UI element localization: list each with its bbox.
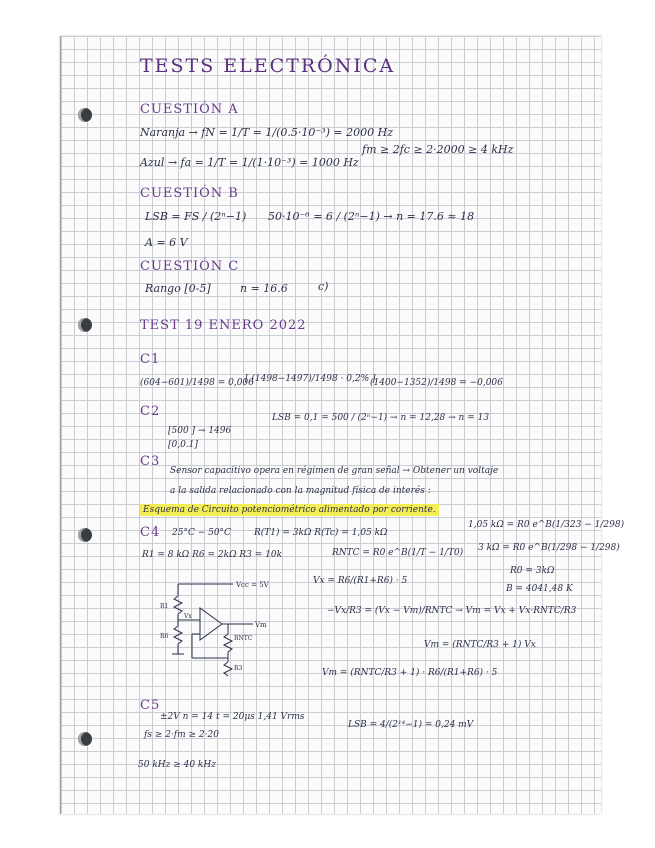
circuit-rntc-label: RNTC [234, 635, 253, 642]
c4-eq1: 1,05 kΩ = R0 e^B(1/323 − 1/298) [468, 520, 625, 530]
cuestion-a-fm: fm ≥ 2fc ≥ 2·2000 ≥ 4 kHz [362, 143, 514, 156]
c4-temps: 25°C − 50°C [172, 528, 231, 538]
circuit-vcc-label: Vcc = 5V [236, 581, 269, 589]
cuestion-a-naranja: Naranja → fN = 1/T = 1/(0.5·10⁻³) = 2000 Hz [140, 126, 393, 139]
c5-fs2: 50 kHz ≥ 40 kHz [138, 760, 216, 770]
c4-vx: Vx = R6/(R1+R6) · 5 [313, 576, 408, 586]
c3-label: C3 [140, 454, 161, 469]
c5-fs: fs ≥ 2·fm ≥ 2·20 [144, 730, 219, 740]
c5-params: ±2V n = 14 t = 20μs 1,41 Vrms [160, 712, 305, 722]
binder-hole [78, 732, 92, 746]
cuestion-c-rango: Rango [0-5] [145, 282, 211, 295]
cuestion-a-azul: Azul → fa = 1/T = 1/(1·10⁻³) = 1000 Hz [140, 156, 359, 169]
c3-line1: Sensor capacitivo opera en régimen de gran señal → Obtener un voltaje [170, 466, 499, 476]
c4-eq2: 3 kΩ = R0 e^B(1/298 − 1/298) [478, 543, 620, 553]
c2-range2: [0,0.1] [168, 440, 198, 450]
cuestion-c-answer: c) [318, 280, 329, 293]
cuestion-c-heading: CUESTIÓN C [140, 259, 240, 274]
c1-c: (1400−1352)/1498 = −0,006 [370, 378, 503, 388]
c4-beta: B = 4041,48 K [506, 584, 573, 594]
potentiometric-circuit-diagram [158, 578, 288, 678]
cuestion-c-n: n = 16.6 [240, 282, 288, 295]
circuit-vx-label: Vx [184, 613, 192, 620]
cuestion-a-heading: CUESTIÓN A [140, 102, 239, 117]
c3-highlight: Esquema de Circuito potenciométrico alimentado por corriente. [140, 504, 439, 516]
circuit-r1-label: R1 [160, 603, 169, 610]
cuestion-b-a: A = 6 V [145, 236, 188, 249]
c3-line2: a la salida relacionado con la magnitud física de interés : [170, 486, 431, 496]
circuit-r3-label: R3 [234, 665, 243, 672]
page-title: TESTS ELECTRÓNICA [140, 55, 396, 77]
circuit-vm-label: Vm [255, 621, 267, 629]
c4-node: −Vx/R3 = (Vx − Vm)/RNTC → Vm = Vx + Vx·RNTC/R3 [327, 606, 577, 616]
binder-hole [78, 528, 92, 542]
c4-r-vals: R(T1) = 3kΩ R(Tc) = 1,05 kΩ [254, 528, 388, 538]
circuit-r6-label: R6 [160, 633, 169, 640]
cuestion-b-heading: CUESTIÓN B [140, 186, 239, 201]
c5-lsb: LSB = 4/(2¹⁴−1) = 0,24 mV [348, 720, 474, 730]
c4-label: C4 [140, 525, 161, 540]
c1-b: [ (1498−1497)/1498 · 0,2% ] [245, 374, 376, 384]
c4-resistors: R1 = 8 kΩ R6 = 2kΩ R3 = 10k [142, 550, 283, 560]
binder-hole [78, 108, 92, 122]
test-heading: TEST 19 ENERO 2022 [140, 318, 307, 333]
binder-hole [78, 318, 92, 332]
c1-a: (604−601)/1498 = 0,006 [140, 378, 254, 388]
c5-label: C5 [140, 698, 161, 713]
c2-lsb: LSB = 0,1 = 500 / (2ⁿ−1) → n = 12,28 → n = 13 [272, 413, 490, 423]
c4-vm2: Vm = (RNTC/R3 + 1) · R6/(R1+R6) · 5 [322, 668, 498, 678]
c2-range: [500 ] → 1496 [168, 426, 232, 436]
c4-rntc: RNTC = R0 e^B(1/T − 1/T0) [332, 548, 464, 558]
cuestion-b-lsb: LSB = FS / (2ⁿ−1) [145, 210, 247, 223]
c4-vm1: Vm = (RNTC/R3 + 1) Vx [424, 640, 536, 650]
c2-label: C2 [140, 404, 161, 419]
c4-r0: R0 = 3kΩ [510, 566, 555, 576]
c1-label: C1 [140, 352, 161, 367]
cuestion-b-calc: 50·10⁻⁶ = 6 / (2ⁿ−1) → n = 17.6 ≈ 18 [268, 210, 475, 223]
